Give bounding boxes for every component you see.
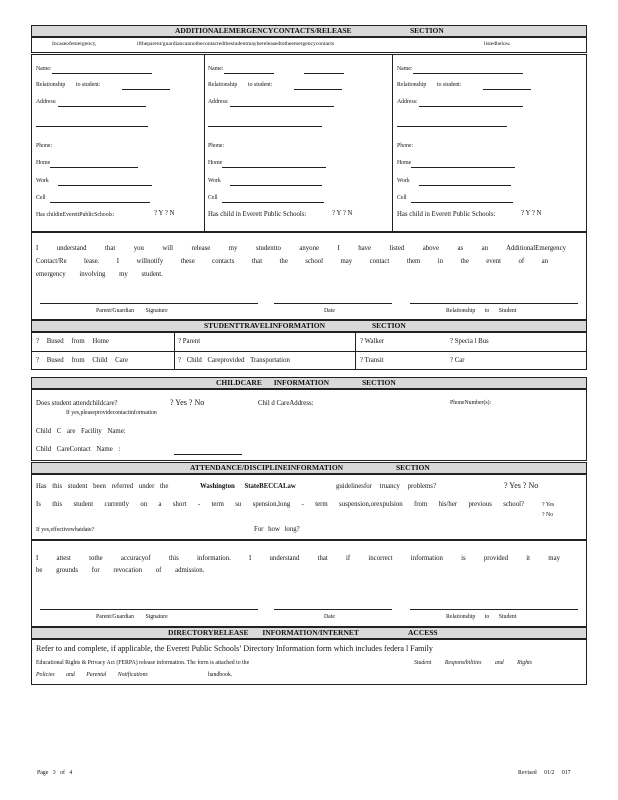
name-label: Name: [208, 66, 224, 72]
has-child-yn[interactable]: ? Y ? N [521, 210, 542, 217]
page-number: Page 3 of 4 [37, 770, 73, 776]
home-label: Home [36, 160, 51, 166]
cell-label: Cell [36, 195, 46, 201]
childcare-box [31, 389, 587, 461]
address-field-1[interactable] [230, 106, 334, 107]
childcare-if-yes: If yes,pleaseprovidecontactinformation [66, 410, 157, 416]
directory-header-title: DIRECTORYRELEASE INFORMATION/INTERNET [168, 628, 359, 637]
date-label: Date [324, 308, 335, 314]
attendance-box [31, 474, 587, 540]
directory-line-2b: Student Responsibilities and Rights [414, 660, 532, 666]
how-long-label: For how long? [254, 526, 300, 533]
intro-text-c: listedbelow. [484, 41, 511, 47]
name-field[interactable] [52, 73, 152, 74]
intro-text-b: iftheparent/guardiancannotbecontactedthestudentmaybereleasedtotheemergencycontacts [137, 41, 335, 47]
relationship-field[interactable] [122, 89, 170, 90]
parent-signature-field[interactable] [40, 303, 258, 304]
relationship-signature-field[interactable] [410, 609, 578, 610]
suspension-question: Is this student currently on a short - term su spension,long - term suspension,orexpulsion from his/her previous school? [36, 501, 524, 508]
to-student-label: to student: [248, 82, 273, 88]
home-label: Home [397, 160, 412, 166]
childcare-header-section: SECTION [362, 378, 396, 387]
becca-yes-no[interactable]: ? Yes ? No [504, 481, 539, 490]
car-option[interactable]: ? Car [450, 357, 465, 364]
cell-phone-field[interactable] [50, 202, 150, 203]
has-child-label: Has childinEverettPublicSchools: [36, 212, 115, 218]
parent-signature-field[interactable] [40, 609, 258, 610]
attendance-header-section: SECTION [396, 463, 430, 472]
relationship-signature-field[interactable] [410, 303, 578, 304]
address-field-2[interactable] [208, 126, 322, 127]
contact-column-3 [397, 55, 585, 231]
has-child-label: Has child in Everett Public Schools: [397, 211, 496, 218]
phone-label: Phone: [36, 143, 53, 149]
work-phone-field[interactable] [230, 185, 322, 186]
home-phone-field[interactable] [50, 167, 138, 168]
childcare-contact-field[interactable] [174, 454, 242, 455]
effective-date-label: If yes,effectivewhatdate? [36, 527, 95, 533]
becca-question: Has this student been referred under the [36, 483, 169, 490]
transit-option[interactable]: ? Transit [360, 357, 384, 364]
bused-child-care-option[interactable]: ? Bused from Child Care [36, 357, 128, 364]
relationship-label: Relationship to Student [446, 308, 517, 314]
emergency-header-title: ADDITIONALEMERGENCYCONTACTS/RELEASE [175, 26, 352, 35]
address-label: Address: [397, 99, 418, 105]
directory-line-3b: handbook. [208, 672, 233, 678]
phone-label: Phone: [397, 143, 414, 149]
childcare-address-label: Chil d CareAddress: [258, 400, 314, 407]
parent-signature-label: Parent/Guardian Signature [96, 308, 168, 314]
name-label: Name: [397, 66, 413, 72]
attendance-header-title: ATTENDANCE/DISCIPLINEINFORMATION [190, 463, 344, 472]
relationship-field[interactable] [294, 89, 342, 90]
contact-column-2 [208, 55, 388, 231]
release-line-2: Contact/Re lease. I willnotify these contacts that the school may contact them in the event of an [36, 258, 548, 265]
emergency-header-section: SECTION [410, 26, 444, 35]
travel-grid [31, 332, 587, 370]
childcare-contact-label: Child CareContact Name : [36, 446, 121, 453]
parent-signature-label: Parent/Guardian Signature [96, 614, 168, 620]
emergency-intro-row [31, 37, 587, 53]
becca-question-tail: guidelinesfor truancy problems? [336, 483, 436, 490]
childcare-facility-label: Child C are Facility Name: [36, 428, 126, 435]
attest-box [31, 540, 587, 627]
address-label: Address: [208, 99, 229, 105]
release-line-3: emergency involving my student. [36, 271, 163, 278]
parent-option[interactable]: ? Parent [178, 338, 201, 345]
directory-section-header [31, 627, 587, 639]
home-phone-field[interactable] [411, 167, 515, 168]
attest-line-2: be grounds for revocation of admission. [36, 567, 205, 574]
date-label: Date [324, 614, 335, 620]
to-student-label: to student: [76, 82, 101, 88]
address-field-2[interactable] [36, 126, 148, 127]
travel-section-header [31, 320, 587, 332]
childcare-phone-label: PhoneNumber(s): [450, 400, 492, 406]
does-student-label: Does student attendchildcare? [36, 400, 118, 407]
release-statement-box [31, 232, 587, 320]
release-statement-text [36, 242, 566, 281]
bused-home-option[interactable]: ? Bused from Home [36, 338, 109, 345]
emergency-contacts-grid [31, 54, 587, 232]
work-phone-field[interactable] [58, 185, 152, 186]
walker-option[interactable]: ? Walker [360, 338, 385, 345]
suspension-no[interactable]: ? No [542, 512, 554, 518]
directory-line-2a: Educational Rights & Privacy Act (FERPA) release information. The form is attached to the [36, 660, 250, 666]
name-field-extra[interactable] [304, 73, 344, 74]
suspension-yes[interactable]: ? Yes [542, 502, 555, 508]
address-field-1[interactable] [419, 106, 523, 107]
relationship-field[interactable] [483, 89, 531, 90]
cell-label: Cell [397, 195, 407, 201]
childcare-header-title: CHILDCARE INFORMATION [216, 378, 329, 387]
directory-line-1: Refer to and complete, if applicable, the Everett Public Schools’ Directory Information form which includes federa l Family [36, 644, 433, 653]
becca-law: Washington StateBECCALaw [200, 483, 296, 490]
address-label: Address: [36, 99, 57, 105]
work-label: Work [208, 178, 221, 184]
cell-phone-field[interactable] [222, 202, 324, 203]
relationship-label: Relationship [397, 82, 427, 88]
special-bus-option[interactable]: ? Specia l Bus [450, 338, 489, 345]
phone-label: Phone: [208, 143, 225, 149]
directory-box [31, 639, 587, 685]
childcare-yes-no[interactable]: ? Yes ? No [170, 398, 205, 407]
travel-header-section: SECTION [372, 321, 406, 330]
name-label: Name: [36, 66, 52, 72]
date-field[interactable] [274, 609, 392, 610]
address-field-1[interactable] [58, 106, 146, 107]
attest-text [36, 553, 560, 577]
has-child-label: Has child in Everett Public Schools: [208, 211, 307, 218]
home-phone-field[interactable] [222, 167, 326, 168]
relationship-label: Relationship [208, 82, 238, 88]
work-phone-field[interactable] [419, 185, 511, 186]
attendance-section-header [31, 462, 587, 474]
emergency-section-header [31, 25, 587, 37]
date-field[interactable] [274, 303, 392, 304]
contact-column-1 [36, 55, 201, 231]
work-label: Work [36, 178, 49, 184]
childcare-section-header [31, 377, 587, 389]
work-label: Work [397, 178, 410, 184]
has-child-yn[interactable]: ? Y ? N [332, 210, 353, 217]
attest-line-1: I attest tothe accuracyof this information. I understand that if incorrect information is provided it may [36, 555, 560, 562]
travel-header-title: STUDENTTRAVELINFORMATION [204, 321, 325, 330]
relationship-label: Relationship [36, 82, 66, 88]
relationship-label: Relationship to Student [446, 614, 517, 620]
cell-label: Cell [208, 195, 218, 201]
address-field-2[interactable] [397, 126, 507, 127]
directory-line-3a: Policies and Parental Notifications [36, 672, 148, 678]
cell-phone-field[interactable] [411, 202, 513, 203]
home-label: Home [208, 160, 223, 166]
name-field[interactable] [224, 73, 274, 74]
intro-text-a: Incaseofemergency, [52, 41, 97, 47]
child-care-transport-option[interactable]: ? Child Careprovided Transportation [178, 357, 290, 364]
directory-header-section: ACCESS [408, 628, 438, 637]
release-line-1: I understand that you will release my studentto anyone I have listed above as an AdditionalEmergency [36, 245, 566, 252]
name-field[interactable] [413, 73, 523, 74]
to-student-label: to student: [437, 82, 462, 88]
has-child-yn[interactable]: ? Y ? N [154, 210, 175, 217]
revision-date: Revised 01/2 017 [518, 770, 571, 776]
